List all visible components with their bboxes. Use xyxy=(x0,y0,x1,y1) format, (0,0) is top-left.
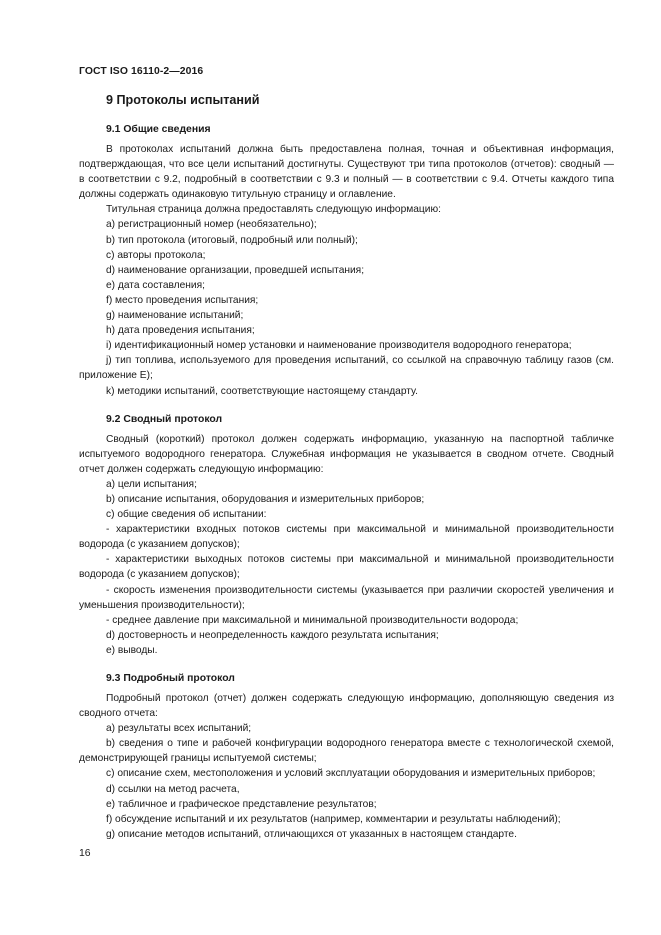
subsection-title-9-2: 9.2 Сводный протокол xyxy=(106,413,223,425)
paragraph: Подробный протокол (отчет) должен содержать следующую информацию, дополняющую сведения из сводного отчета: xyxy=(79,693,614,720)
list-item: a) цели испытания; xyxy=(106,478,197,490)
list-item: - характеристики выходных потоков системы при максимальной и минимальной производительности водорода (с указанием допусков); xyxy=(79,554,614,581)
list-item: f) обсуждение испытаний и их результатов (например, комментарии и результаты наблюдений); xyxy=(106,813,561,825)
list-item: f) место проведения испытания; xyxy=(106,294,259,306)
subsection-body-9-3 xyxy=(79,691,614,842)
list-item: e) дата составления; xyxy=(106,279,205,291)
subsection-title-9-1: 9.1 Общие сведения xyxy=(106,124,211,135)
standard-designation: ГОСТ ISO 16110-2—2016 xyxy=(79,66,204,77)
subsection-body-9-1 xyxy=(79,142,614,399)
list-item: b) сведения о типе и рабочей конфигурации водородного генератора вместе с технологической схемой, демонстрирующей границы испытуемой системы; xyxy=(79,738,614,765)
list-item: d) ссылки на метод расчета, xyxy=(106,783,240,795)
list-item: d) наименование организации, проведшей испытания; xyxy=(106,264,365,276)
list-item: a) результаты всех испытаний; xyxy=(106,723,252,735)
list-item: c) описание схем, местоположения и условий эксплуатации оборудования и измерительных приборов; xyxy=(106,768,596,780)
page-content xyxy=(79,92,614,842)
list-item: g) наименование испытаний; xyxy=(106,310,244,322)
subsection-body-9-2 xyxy=(79,432,614,658)
paragraph: Титульная страница должна предоставлять следующую информацию: xyxy=(106,204,441,216)
list-item: h) дата проведения испытания; xyxy=(106,325,255,337)
paragraph: В протоколах испытаний должна быть предоставлена полная, точная и объективная информация, подтверждающая, что все цели испытаний достигнуты. Существуют три типа протоколов (отчетов): сводный — в соответствии с 9.2, подробный в соответствии с 9.3 и полный — в соответствии с 9.4. Отчеты каждого типа должны содержать одинаковую титульную страницу и оглавление. xyxy=(79,144,614,201)
list-item: - среднее давление при максимальной и минимальной производительности водорода; xyxy=(106,614,519,626)
list-item: d) достоверность и неопределенность каждого результата испытания; xyxy=(106,629,439,641)
list-item: b) тип протокола (итоговый, подробный или полный); xyxy=(106,234,358,246)
section-title: 9 Протоколы испытаний xyxy=(106,93,260,107)
list-item: g) описание методов испытаний, отличающихся от указанных в настоящем стандарте. xyxy=(106,828,517,840)
page-number: 16 xyxy=(79,848,91,859)
subsection-title-9-3: 9.3 Подробный протокол xyxy=(106,673,235,684)
list-item: - характеристики входных потоков системы при максимальной и минимальной производительности водорода (с указанием допусков); xyxy=(79,524,614,551)
list-item: k) методики испытаний, соответствующие настоящему стандарту. xyxy=(106,385,418,397)
list-item: c) авторы протокола; xyxy=(106,249,206,261)
list-item: j) тип топлива, используемого для проведения испытаний, со ссылкой на справочную таблицу газов (см. приложение E); xyxy=(79,355,614,382)
list-item: b) описание испытания, оборудования и измерительных приборов; xyxy=(106,493,425,505)
list-item: e) выводы. xyxy=(106,644,158,656)
paragraph: Сводный (короткий) протокол должен содержать информацию, указанную на паспортной табличке испытуемого водородного генератора. Служебная информация не указывается в сводном отчете. Сводный отчет должен содержать следующую информацию: xyxy=(79,433,614,475)
list-item: a) регистрационный номер (необязательно); xyxy=(106,219,317,231)
list-item: i) идентификационный номер установки и наименование производителя водородного генератора; xyxy=(106,340,572,352)
list-item: - скорость изменения производительности системы (указывается при различии скоростей увеличения и уменьшения производительности); xyxy=(79,584,614,611)
list-item: e) табличное и графическое представление результатов; xyxy=(106,798,377,810)
list-item: c) общие сведения об испытании: xyxy=(106,509,267,521)
